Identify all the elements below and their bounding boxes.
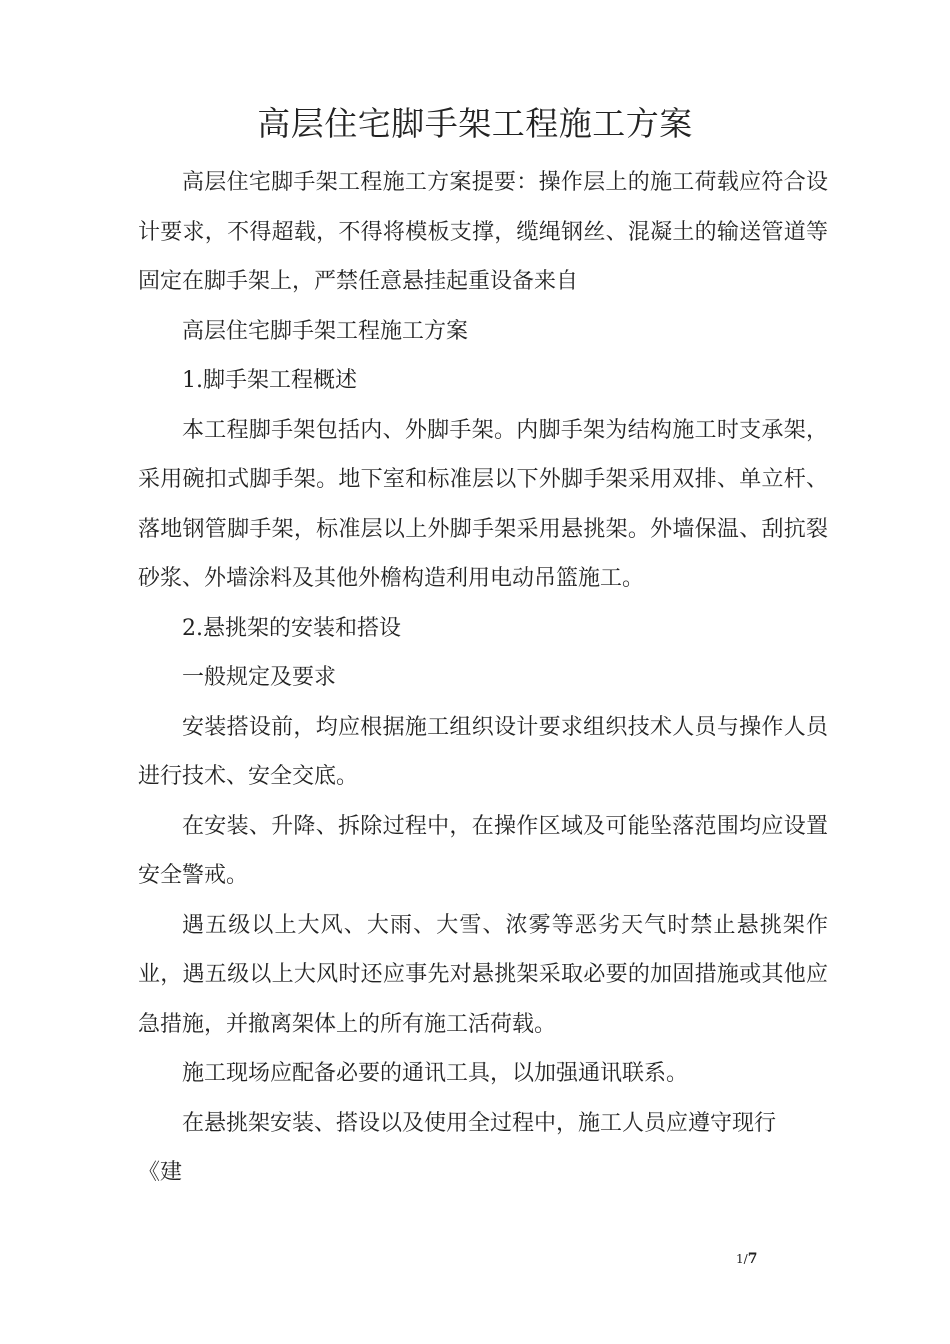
paragraph-overview: 本工程脚手架包括内、外脚手架。内脚手架为结构施工时支承架，采用碗扣式脚手架。地下室和标准层以下外脚手架采用双排、单立杆、落地钢管脚手架，标准层以上外脚手架采用悬挑架。外墙保温、刮抗裂砂浆、外墙涂料及其他外檐构造利用电动吊篮施工。	[138, 417, 828, 591]
section-heading-1: 1.脚手架工程概述	[182, 368, 357, 393]
section-heading-2: 2.悬挑架的安装和搭设	[182, 615, 401, 641]
subsection-heading: 一般规定及要求	[182, 665, 337, 690]
paragraph-heading-title: 高层住宅脚手架工程施工方案	[182, 318, 469, 344]
paragraph-weather: 遇五级以上大风、大雨、大雪、浓雾等恶劣天气时禁止悬挑架作业，遇五级以上大风时还应事先对悬挑架采取必要的加固措施或其他应急措施，并撤离架体上的所有施工活荷载。	[138, 912, 828, 1037]
page-current: 1/	[736, 1252, 748, 1266]
document-body	[138, 158, 828, 1198]
document-title: 高层住宅脚手架工程施工方案	[257, 104, 693, 143]
paragraph-warning-zone: 在安装、升降、拆除过程中，在操作区域及可能坠落范围均应设置安全警戒。	[138, 813, 828, 888]
paragraph-regulations: 在悬挑架安装、搭设以及使用全过程中，施工人员应遵守现行	[182, 1110, 777, 1136]
paragraph-summary: 高层住宅脚手架工程施工方案提要：操作层上的施工荷载应符合设计要求，不得超载，不得将模板支撑，缆绳钢丝、混凝土的输送管道等固定在脚手架上，严禁任意悬挂起重设备来自	[138, 170, 828, 294]
paragraph-communication: 施工现场应配备必要的通讯工具，以加强通讯联系。	[182, 1061, 689, 1086]
page-total: 7	[747, 1251, 758, 1267]
page-number	[736, 1250, 757, 1268]
paragraph-continuation: 《建	[138, 1160, 183, 1185]
paragraph-disclosure: 安装搭设前，均应根据施工组织设计要求组织技术人员与操作人员进行技术、安全交底。	[138, 714, 828, 789]
